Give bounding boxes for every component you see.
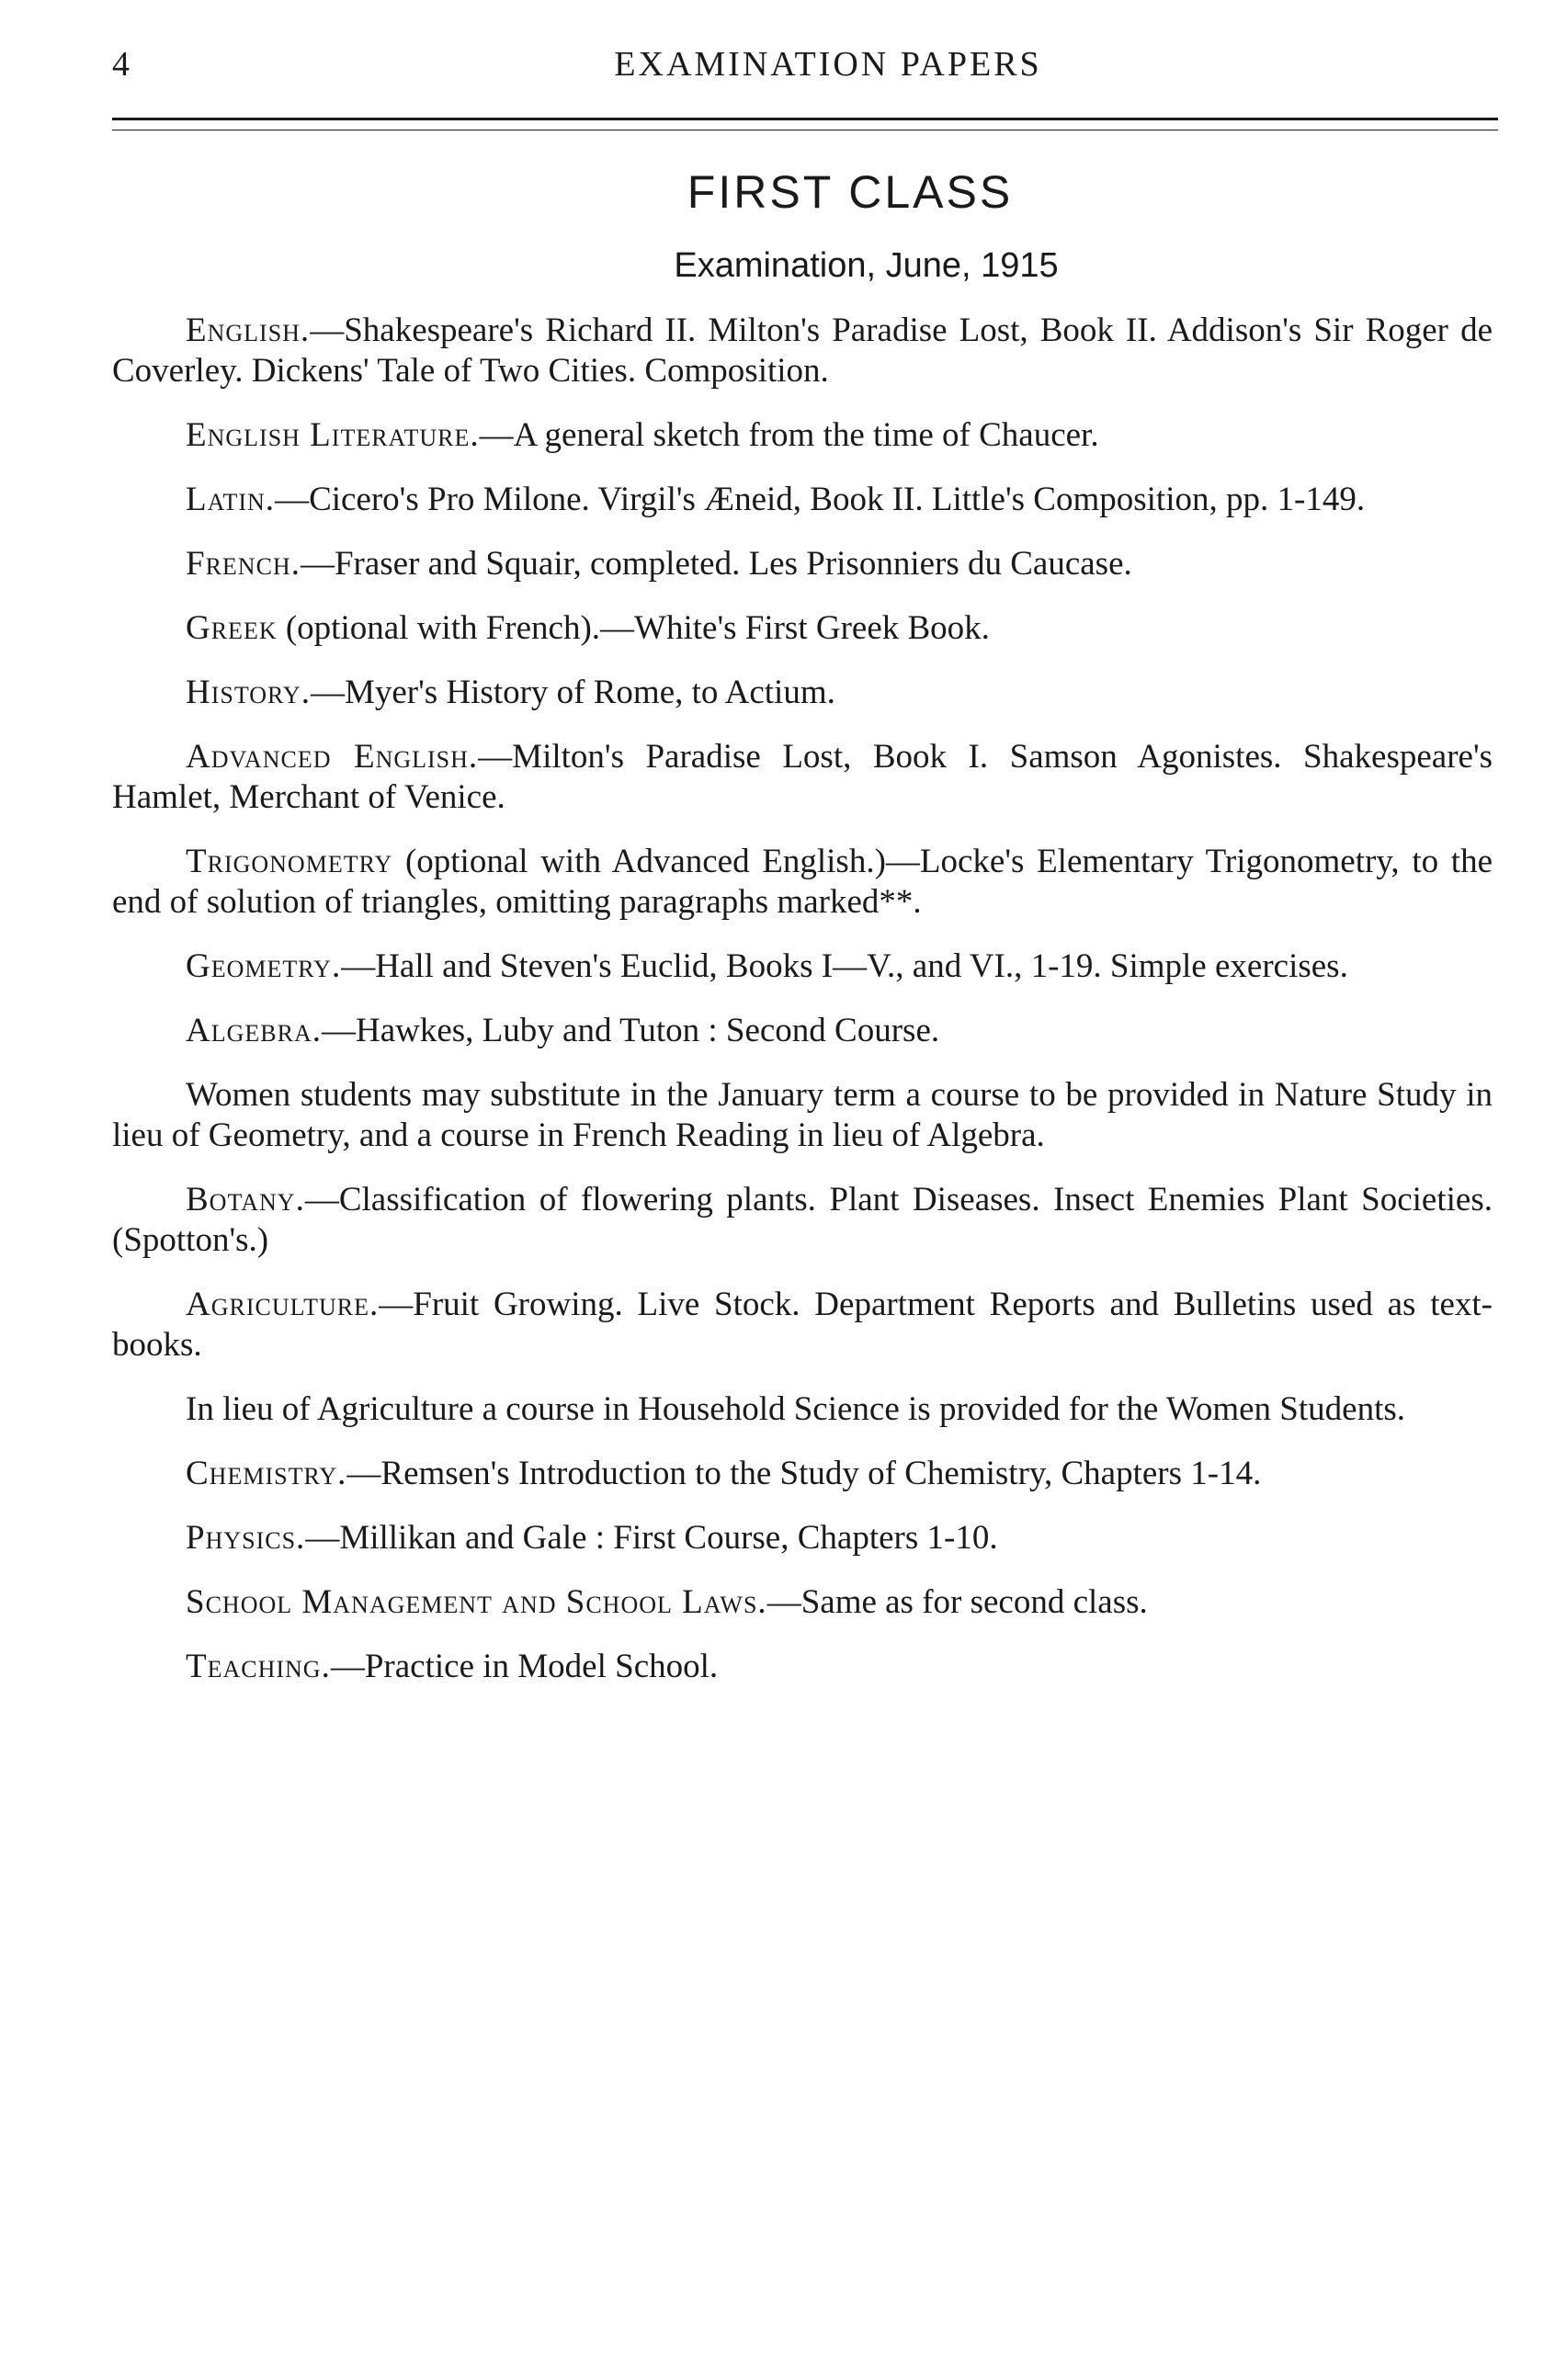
entry-algebra [112, 1011, 1493, 1051]
entry-physics [112, 1518, 1493, 1558]
entry-text: —Hawkes, Luby and Tuton : Second Course. [321, 1012, 940, 1049]
subject-label: Geometry. [186, 947, 342, 985]
entry-text: —Shakespeare's Richard II. Milton's Paradise Lost, Book II. Addison's Sir Roger de Coverley. Dickens' Tale of Two Cities. Composition. [112, 312, 1493, 390]
entry-text: Women students may substitute in the January term a course to be provided in Nature Study in lieu of Geometry, and a course in French Reading in lieu of Algebra. [112, 1076, 1493, 1154]
page-number: 4 [112, 45, 130, 84]
subject-label: Greek [186, 609, 278, 647]
entry-text: (optional with French).—White's First Greek Book. [277, 609, 990, 647]
subject-label: Physics. [186, 1519, 306, 1557]
course-list [112, 311, 1493, 1711]
entry-text: —Classification of flowering plants. Plant Diseases. Insect Enemies Plant Societies. (Spotton's.) [112, 1181, 1493, 1259]
note-household-science [112, 1389, 1493, 1430]
entry-text: —Remsen's Introduction to the Study of Chemistry, Chapters 1-14. [346, 1455, 1262, 1492]
header-rule [112, 118, 1498, 130]
running-head [112, 44, 1489, 99]
entry-text: —Myer's History of Rome, to Actium. [310, 674, 835, 711]
entry-trigonometry [112, 842, 1493, 923]
entry-text: —Practice in Model School. [330, 1648, 719, 1685]
page-title: FIRST CLASS [687, 166, 1014, 218]
entry-english-literature [112, 415, 1493, 456]
entry-school-management [112, 1582, 1493, 1623]
entry-chemistry [112, 1454, 1493, 1494]
entry-latin [112, 480, 1493, 520]
subject-label: School Management and School Laws. [186, 1583, 767, 1621]
entry-botany [112, 1180, 1493, 1261]
entry-history [112, 673, 1493, 713]
entry-text: In lieu of Agriculture a course in Household Science is provided for the Women Students. [186, 1390, 1406, 1428]
entry-french [112, 544, 1493, 584]
entry-text: —A general sketch from the time of Chaucer. [479, 416, 1099, 454]
page-subtitle: Examination, June, 1915 [674, 246, 1059, 285]
entry-text: (optional with Advanced English.)—Locke's Elementary Trigonometry, to the end of solution of triangles, omitting paragraphs marked**. [112, 843, 1493, 921]
subject-label: Latin. [186, 481, 276, 518]
subject-label: History. [186, 674, 311, 711]
entry-advanced-english [112, 737, 1493, 818]
entry-text: —Hall and Steven's Euclid, Books I—V., and VI., 1-19. Simple exercises. [341, 947, 1348, 985]
entry-text: —Cicero's Pro Milone. Virgil's Æneid, Book II. Little's Composition, pp. 1-149. [275, 481, 1366, 518]
entry-text: —Same as for second class. [766, 1583, 1148, 1621]
entry-text: —Fruit Growing. Live Stock. Department Reports and Bulletins used as text-books. [112, 1286, 1493, 1364]
subject-label: Teaching. [186, 1648, 331, 1685]
subject-label: English. [186, 312, 311, 349]
subject-label: Advanced English. [186, 738, 479, 776]
running-title: EXAMINATION PAPERS [614, 45, 1042, 84]
subject-label: Agriculture. [186, 1286, 380, 1323]
subject-label: Trigonometry [186, 843, 393, 880]
entry-greek [112, 608, 1493, 649]
entry-teaching [112, 1647, 1493, 1687]
subject-label: Algebra. [186, 1012, 322, 1049]
entry-geometry [112, 946, 1493, 987]
subject-label: French. [186, 545, 301, 583]
entry-text: —Milton's Paradise Lost, Book I. Samson Agonistes. Shakespeare's Hamlet, Merchant of Venice. [112, 738, 1493, 816]
entry-english [112, 311, 1493, 391]
note-women-students [112, 1075, 1493, 1156]
entry-text: —Millikan and Gale : First Course, Chapters 1-10. [305, 1519, 998, 1557]
subject-label: English Literature. [186, 416, 480, 454]
entry-agriculture [112, 1285, 1493, 1366]
subject-label: Chemistry. [186, 1455, 347, 1492]
entry-text: —Fraser and Squair, completed. Les Prisonniers du Caucase. [300, 545, 1132, 583]
subject-label: Botany. [186, 1181, 305, 1218]
